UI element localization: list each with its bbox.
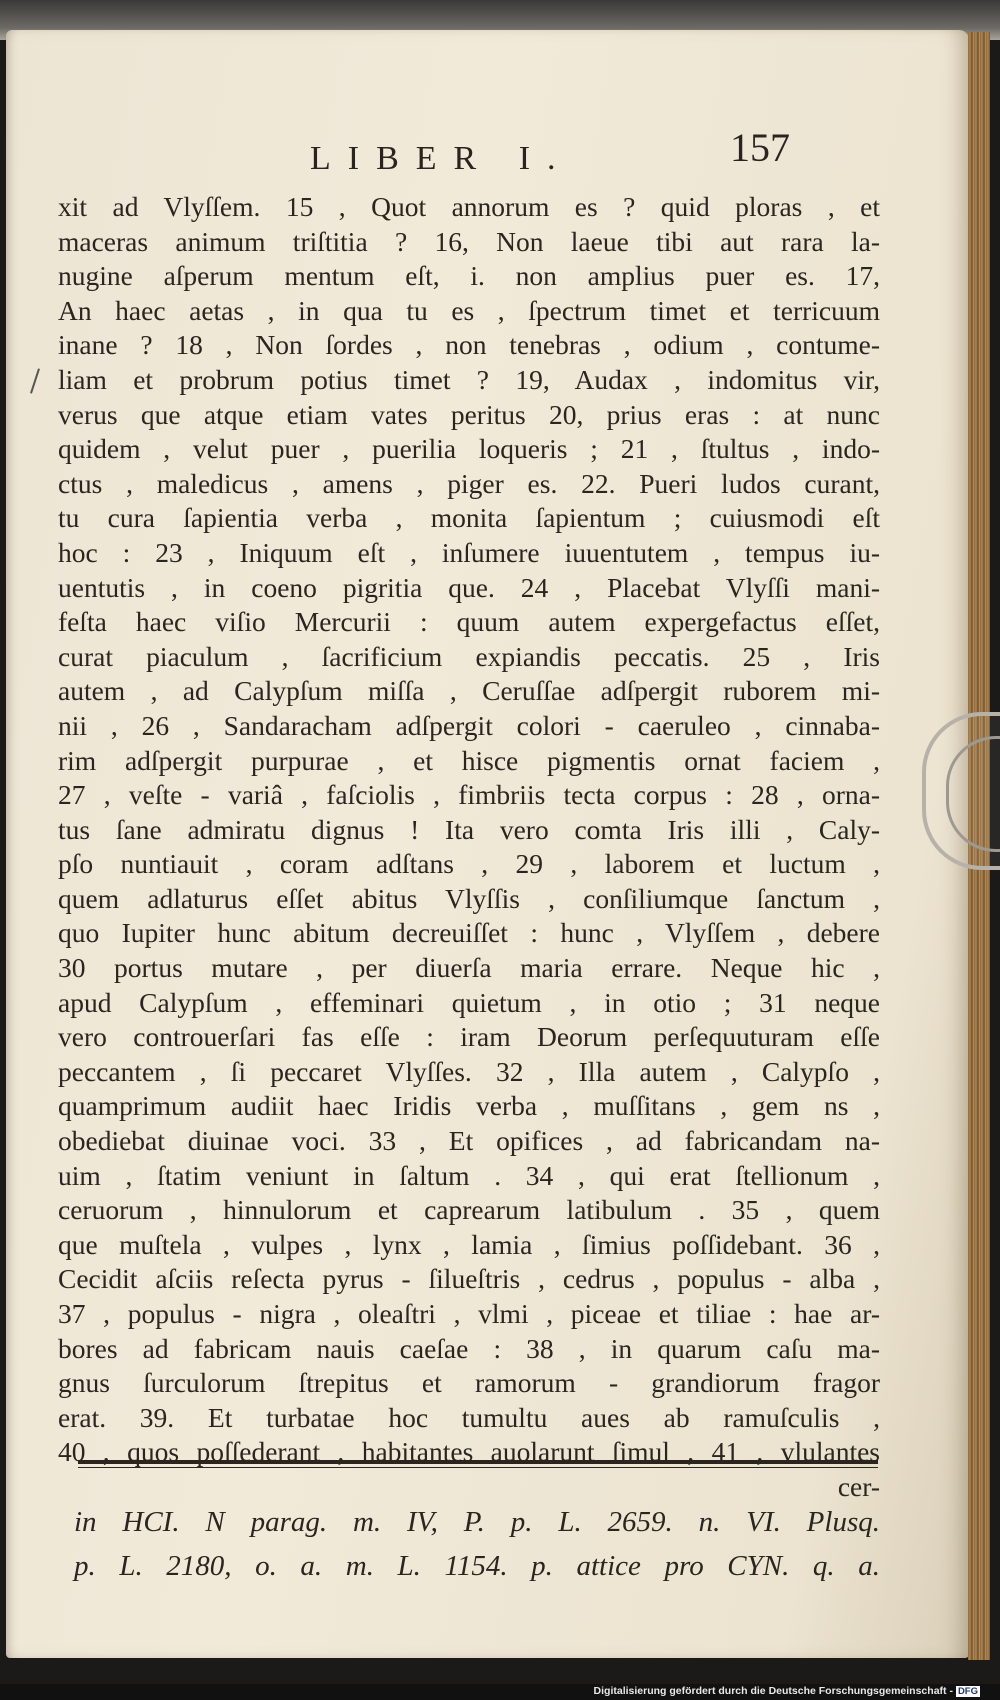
text-line: An haec aetas , in qua tu es , ſpectrum timet et terricuum	[58, 294, 880, 326]
text-line: nii , 26 , Sandaracham adſpergit colori - caeruleo , cinnaba-	[58, 709, 880, 741]
text-line: cer-	[837, 1470, 880, 1502]
text-line: Cecidit aſciis reſecta pyrus - ſilueſtris , cedrus , populus - alba ,	[58, 1263, 880, 1295]
text-line: 30 portus mutare , per diuerſa maria errare. Neque hic ,	[58, 952, 880, 984]
text-line: feſta haec viſio Mercurii : quum autem expergefactus eſſet,	[58, 606, 880, 638]
text-line: peccantem , ſi peccaret Vlyſſes. 32 , Illa autem , Calypſo ,	[58, 1055, 880, 1087]
digitization-credit	[594, 1685, 980, 1697]
text-line: rim adſpergit purpurae , et hisce pigmentis ornat faciem ,	[58, 744, 880, 776]
main-text-block	[58, 190, 880, 1505]
text-line: 27 , veſte - variâ , faſciolis , fimbriis tecta corpus : 28 , orna-	[58, 779, 880, 811]
text-line: quamprimum audiit haec Iridis verba , muſſitans , gem ns ,	[58, 1090, 880, 1122]
text-line: hoc : 23 , Iniquum eſt , inſumere iuuentutem , tempus iu-	[58, 536, 880, 568]
text-line: apud Calypſum , effeminari quietum , in otio ; 31 neque	[58, 986, 880, 1018]
text-line: maceras animum triſtitia ? 16, Non laeue tibi aut rara la-	[58, 225, 880, 257]
text-line: quidem , velut puer , puerilia loqueris ; 21 , ſtultus , indo-	[58, 433, 880, 465]
text-line: bores ad fabricam nauis caeſae : 38 , in quarum caſu ma-	[58, 1332, 880, 1364]
text-line: xit ad Vlyſſem. 15 , Quot annorum es ? quid ploras , et	[58, 191, 880, 222]
text-line: 37 , populus - nigra , oleaſtri , vlmi , piceae et tiliae : hae ar-	[58, 1298, 880, 1329]
text-line: ctus , maledicus , amens , piger es. 22. Pueri ludos curant,	[58, 467, 880, 499]
text-line: pſo nuntiauit , coram adſtans , 29 , laborem et luctum ,	[58, 848, 880, 880]
text-line: tu cura ſapientia verba , monita ſapientum ; cuiusmodi eſt	[58, 502, 880, 534]
text-line: verus que atque etiam vates peritus 20, prius eras : at nunc	[58, 398, 880, 430]
text-line: gnus ſurculorum ſtrepitus et ramorum - grandiorum fragor	[58, 1367, 880, 1399]
footnote-rule	[78, 1460, 878, 1464]
credit-text: Digitalisierung gefördert durch die Deutsche Forschungsgemeinschaft -	[593, 1685, 953, 1697]
text-line: vero controuerſari fas eſſe : iram Deorum perſequuturam eſſe	[58, 1021, 880, 1053]
footnote-line: in HCI. N parag. m. IV, P. p. L. 2659. n. VI. Plusq.	[74, 1506, 880, 1538]
dfg-logo: DFG	[957, 1686, 978, 1697]
text-line: uim , ſtatim veniunt in ſaltum . 34 , qui erat ſtellionum ,	[58, 1159, 880, 1191]
text-line: 40 , quos poſſederant , habitantes auolarunt ſimul , 41 , vlulantes	[58, 1436, 880, 1468]
text-line: obediebat diuinae voci. 33 , Et opifices , ad fabricandam na-	[58, 1125, 880, 1157]
footnotes-block	[74, 1500, 880, 1588]
text-line: quo Iupiter hunc abitum decreuiſſet : hunc , Vlyſſem , debere	[58, 917, 880, 949]
text-line: erat. 39. Et turbatae hoc tumultu aues ab ramuſculis ,	[58, 1401, 880, 1433]
footnote-rule-thin	[78, 1467, 878, 1468]
text-line: curat piaculum , ſacrificium expiandis peccatis. 25 , Iris	[58, 640, 880, 672]
text-line: inane ? 18 , Non ſordes , non tenebras , odium , contume-	[58, 329, 880, 361]
text-line: liam et probrum potius timet ? 19, Audax , indomitus vir,	[58, 363, 880, 395]
footnote-line: p. L. 2180, o. a. m. L. 1154. p. attice pro CYN. q. a.	[74, 1550, 880, 1582]
page-number: 157	[730, 125, 790, 170]
text-line: ceruorum , hinnulorum et caprearum latibulum . 35 , quem	[58, 1194, 880, 1226]
running-title: LIBER I.	[310, 140, 573, 177]
text-line: quem adlaturus eſſet abitus Vlyſſis , conſiliumque ſanctum ,	[58, 882, 880, 914]
text-line: uentutis , in coeno pigritia que. 24 , Placebat Vlyſſi mani-	[58, 571, 880, 603]
text-line: autem , ad Calypſum miſſa , Ceruſſae adſpergit ruborem mi-	[58, 675, 880, 707]
text-line: que muſtela , vulpes , lynx , lamia , ſimius poſſidebant. 36 ,	[58, 1228, 880, 1260]
text-line: tus ſane admiratu dignus ! Ita vero comta Iris illi , Caly-	[58, 813, 880, 845]
text-line: nugine aſperum mentum eſt, i. non amplius puer es. 17,	[58, 260, 880, 292]
